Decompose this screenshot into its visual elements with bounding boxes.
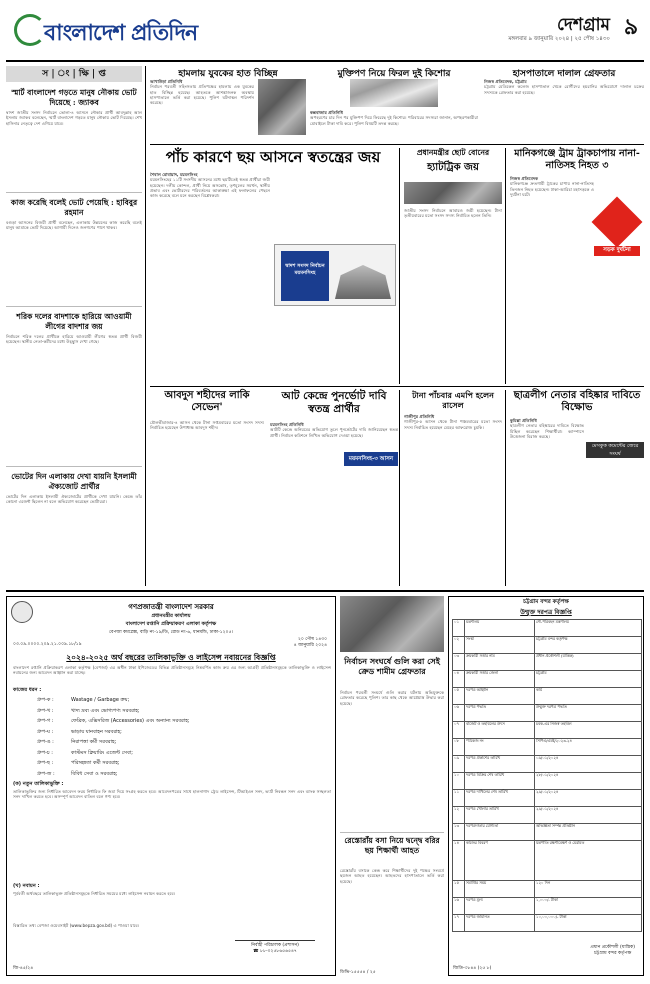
notice-intro: বাংলাদেশ রপ্তানি প্রক্রিয়াকরণ এলাকা কর্তৃপক্ষ (বেপজা) এর অধীন ঢাকা ইপিজেডের বিভিন্ন প্রতিষ্ঠানসমূহে নিম্নবর্ণিত কাজ ক্রয় এর জন্য আগ্রহী প্রতিষ্ঠানসমূহকে তালিকাভুক্তি ও লাইসেন্স নবায়নের জন্য আবেদন আহ্বান করা যাচ্ছে। [13,665,331,676]
table-cell: ০৩ [453,654,465,671]
ad-title: উন্মুক্ত দরপত্র বিজ্ঞপ্তি [520,609,572,616]
work-group-desc: ফেব্রিক, এক্সিসরিজ (Accessories) এবং অন্যান্য সরবরাহ; [71,718,190,724]
work-group-item [37,737,327,748]
table-cell: ০২ [453,637,465,654]
story-body [510,176,594,376]
lead-text: ময়মনসিংহের ১১টি সংসদীয় আসনের মধ্যে ছয়টিতেই স্বতন্ত্র প্রার্থীরা জয়ী হয়েছেন। দলীয় কোন্দল, প্রার্থী নিয়ে অসন্তোষ, তৃণমূলের সমর্থন, স্থানীয় প্রভাব এবং ভোটারদের পরিবর্তনের আকাঙ্ক্ষা এই ফলাফলের পেছনে কাজ করেছে বলে মনে করছেন বিশ্লেষকরা। [150,177,270,199]
lead-body-left [150,172,270,382]
signer-phone: ☎ ৮৮-০২৫৮৬৫৬৫৪৭ [253,949,297,954]
work-group-code: গ্রুপ-চ : [37,749,53,756]
work-group-item [37,695,327,706]
lead-story [150,148,396,384]
work-group-code: গ্রুপ-জ : [37,770,55,777]
work-group-desc: পরিচ্ছন্নতা কর্মী সরবরাহ; [71,760,120,766]
election-graphic [274,244,396,306]
table-cell: প্যাকেজ নং [465,739,535,756]
divider [6,306,142,307]
notice-gov: গণপ্রজাতন্ত্রী বাংলাদেশ সরকার [128,602,214,611]
table-cell: চবক-এর নিজস্ব তহবিল [535,722,642,739]
story-text: অপহরণের চার দিন পর মুক্তিপণ দিয়ে ফিরেছে দুই কিশোর। পরিবারের সদস্যরা জানান, অপহরণকারীরা মোবাইলে টাকা দাবি করে। পুলিশ বিষয়টি তদন্ত করছে। [310,115,478,126]
table-cell: ২৯/০১/২০২৪ [535,790,642,807]
story-box: ময়মনসিংহ-৩ আসন [344,452,398,466]
renew-text: পূর্ববর্তী অর্থবছরে তালিকাভুক্ত প্রতিষ্ঠানসমূহকে নির্ধারিত সময়ের মধ্যে লাইসেন্স নবায়ন করতে হবে। [13,891,176,896]
story-body [404,414,502,584]
table-cell: চট্টগ্রাম বন্দর কর্তৃপক্ষ [535,637,642,654]
sidebar-item [6,472,142,582]
work-group-desc: খাদ্য দ্রব্য এবং ভোগ্যপণ্য সরবরাহ; [71,707,140,714]
table-cell: চট্টগ্রাম [535,671,642,688]
table-cell: ১৫ [453,881,465,898]
table-row [453,671,642,688]
masthead [0,0,650,62]
signer-title: নির্বাহী পরিচালক (প্রশাসন) [251,943,299,948]
story-text: চট্টগ্রাম মেডিকেল কলেজ হাসপাতাল থেকে রোগীদের হয়রানির অভিযোগে দালাল চক্রের সদস্যকে গ্রেফতার করা হয়েছে। [484,84,644,95]
table-cell: সংস্থা [465,637,535,654]
table-row [453,705,642,722]
row-rule [150,386,644,387]
page-date: মঙ্গলবার ৯ জানুয়ারি ২০২৪ | ২৫ পৌষ ১৪৩০ [508,36,610,42]
notice-dept: বাংলাদেশ রপ্তানি প্রক্রিয়াকরণ এলাকা কর্তৃপক্ষ [125,621,217,627]
ad-signature [590,945,635,957]
work-group-desc: Wastage / Garbage ক্রয়; [71,697,130,703]
graphic-label: দ্বাদশ সংসদ নির্বাচন ময়মনসিংহ [281,251,329,301]
sidebar-item-title[interactable]: ভোটের দিন এলাকায় দেখা যায়নি ইসলামী ঐক্যজোট প্রার্থীর [11,472,137,491]
ad-code: জিডি-৩৮৪৪ (২৫ ৮) [453,966,492,971]
accident-badge [594,204,640,262]
sidebar-item-body: নির্বাচনে শরিক দলের প্রার্থীকে হারিয়ে আওয়ামী লীগের স্বতন্ত্র প্রার্থী বিজয়ী হয়েছেন। স্থানীয় নেতা-কর্মীদের মধ্যে উচ্ছ্বাস দেখা গেছে। [6,334,142,345]
logo-swirl-icon [14,14,46,46]
story-body [310,110,478,140]
lead-title[interactable]: পাঁচ কারণে ছয় আসনে স্বতন্ত্রের জয় [165,148,381,166]
story-chhatra-league [510,390,644,586]
warning-icon [592,197,643,248]
table-row [453,841,642,881]
story-body [150,79,254,141]
table-cell: ১০ [453,773,465,790]
table-cell: দরপত্রদাতার যোগ্যতা [465,824,535,841]
column-rule [505,148,506,384]
table-cell: সিপিএ/এমই/২০২৩-২৪ [535,739,642,756]
work-group-item [37,727,327,738]
table-cell: ২৯/০১/২০২৪ [535,807,642,824]
row-rule [150,144,644,145]
table-cell: ১২ [453,807,465,824]
notice-date-en: ৪ জানুয়ারি ২০২৪ [293,643,327,648]
table-row [453,620,642,637]
table-cell: ১,০০০/- টাকা [535,898,642,915]
table-cell: কাজের বিবরণ [465,841,535,881]
work-group-code: গ্রুপ-ক : [37,697,54,703]
story-body [510,418,584,582]
table-cell: ১১ [453,790,465,807]
mid-column [340,596,444,976]
table-cell: দরপত্র বিক্রির শেষ তারিখ [465,773,535,790]
work-group-code: গ্রুপ-ঘ : [37,728,54,735]
story-byline: নিজস্ব প্রতিবেদক, চট্টগ্রাম [484,79,527,84]
story-body: নির্বাচন পরবর্তী সংঘর্ষে গুলি করার ঘটনায় অভিযুক্তকে গ্রেফতার করেছে পুলিশ। তার কাছ থেকে আগ্নেয়াস্ত্র উদ্ধার করা হয়েছে। [340,690,444,706]
ad-office: চট্টগ্রাম বন্দর কর্তৃপক্ষ [523,599,569,605]
sidebar-header: স | ং | ক্ষি | প্ত [6,66,142,82]
table-row [453,807,642,824]
work-group-desc: ভাড়ায় যানবাহন সরবরাহ; [71,728,122,735]
work-group-desc: বিবিধ সেবা ও সরবরাহ; [71,770,118,777]
ad-code: ডিভি-১৫৫৫৪ / ২৫ [340,970,376,975]
sidebar-item-body: বগুড়া আসনের বিজয়ী প্রার্থী বলেছেন, এলাকায় উন্নয়নের কাজ করেছি বলেই মানুষ আমাকে ভোট দিয়েছে। আগামী দিনেও জনগণের পাশে থাকব। [6,220,142,231]
story-hand-severed [150,66,306,142]
table-cell: ১৬ [453,898,465,915]
notice-title: ২০২৪-২০২৫ অর্থ বছরের তালিকাভুক্তি ও লাইসেন্স নবায়নের বিজ্ঞপ্তি [66,653,276,662]
tender-table-wrapper [452,619,642,932]
sidebar-item-title[interactable]: স্মার্ট বাংলাদেশ গড়তে মানুষ নৌকায় ভোট দিয়েছে : জ্যাকব [11,88,137,107]
column-rule [399,390,400,586]
page-info [416,10,646,50]
work-group-code: গ্রুপ-ঙ : [37,739,54,745]
story-revote [270,390,398,586]
lead-text-right [274,172,396,242]
table-cell: ক্রয়কারী সত্তার নাম [465,654,535,671]
story-body: জাতীয় সংসদ নির্বাচনে আবারও জয়ী হয়েছেন। টানা তৃতীয়বারের মতো সংসদ সদস্য নির্বাচিত হলেন তিনি। [404,208,502,219]
table-row [453,824,642,841]
story-title[interactable]: হামলায় যুবকের হাত বিচ্ছিন্ন [178,69,278,79]
story-byline: কক্সবাজার প্রতিনিধি [310,110,343,115]
table-row [453,790,642,807]
renew-head: (খ) নবায়ন : [13,883,40,889]
port-tender-notice [448,596,644,976]
table-row [453,773,642,790]
story-title[interactable]: মানিকগঞ্জে ট্রাম ট্রাকচাপায় নানা-নাতিসহ নিহত ৩ [514,148,640,171]
story-body [270,422,398,582]
table-row [453,722,642,739]
work-group-list [37,695,327,779]
table-cell: ০৫ [453,688,465,705]
story-text: গাজীপুর-৫ আসন থেকে টানা পঞ্চমবারের মতো সংসদ সদস্য নির্বাচিত হয়েছেন মেহের আফরোজ চুমকি। [404,419,502,430]
notice-section-label: কাজের ধরন : [13,687,42,693]
table-cell: ০৮ [453,739,465,756]
story-ransom [310,66,478,142]
work-group-desc: নিরাপত্তা কর্মী সরবরাহ; [71,739,117,745]
sidebar-item-title[interactable]: শরিক দলের বাদশাকে হারিয়ে আওয়ামী লীগের বাদশার জয় [16,312,132,331]
table-cell: দরপত্র খোলার তারিখ [465,807,535,824]
accident-label: সড়ক দুর্ঘটনা [594,246,640,256]
table-cell: ০৯ [453,756,465,773]
work-group-item [37,769,327,780]
table-row [453,915,642,932]
story-five-time-mp [404,390,502,586]
notice-code: জি-৪৫/২৪ [13,966,34,971]
divider [6,466,142,467]
table-cell: ২৮/০১/২০২৪ [535,773,642,790]
table-cell: ১৩ [453,824,465,841]
table-row [453,881,642,898]
story-accident [510,148,644,384]
table-cell: ০৭ [453,722,465,739]
table-row [453,756,642,773]
page-number: ৯ [623,15,639,40]
story-title[interactable]: নির্বাচন সংঘর্ষে গুলি করা সেই ক্রেড শামীম গ্রেফতার [344,656,440,676]
newspaper-logo[interactable] [6,8,246,52]
story-title[interactable]: রেস্তোরাঁয় বসা নিয়ে দ্বন্দ্বে বরির ছয় শিক্ষার্থী আহত [344,836,440,855]
story-photo [350,79,438,107]
work-group-desc: কাস্টমস ক্লিয়ারিং এজেন্ট সেবা; [71,749,133,756]
table-cell: যন্ত্রপাতি রক্ষণাবেক্ষণ ও মেরামত [535,841,642,881]
story-byline: গাজীপুর প্রতিনিধি [404,414,435,419]
work-group-item [37,748,327,759]
table-cell: বাজেট ও তহবিলের উৎস [465,722,535,739]
table-cell: উন্মুক্ত দরপত্র পদ্ধতি [535,705,642,722]
story-hattrick [404,148,502,384]
table-cell: অভিজ্ঞতা সম্পন্ন প্রতিষ্ঠান [535,824,642,841]
story-body: মৌলভীবাজার-৪ আসন থেকে টানা সপ্তমবারের মতো সংসদ সদস্য নির্বাচিত হয়েছেন উপাধ্যক্ষ আবদুস শহীদ। [150,420,264,431]
story-byline: আখাউড়া প্রতিনিধি [150,79,183,84]
table-cell: দরপত্র দাখিলের শেষ তারিখ [465,790,535,807]
column-rule [505,390,506,586]
story-title[interactable]: হাসপাতালে দালাল গ্রেফতার [512,69,616,79]
divider [6,192,142,193]
sidebar-item [6,198,142,304]
table-cell: সমাপ্তির সময় [465,881,535,898]
story-title[interactable]: আবদুস শহীদের লাকি সেভেন' [164,390,250,413]
work-group-item [37,706,327,717]
sidebar-item-body: ভোটের দিন এলাকায় ইসলামী ঐক্যজোটের প্রার্থীকে দেখা যায়নি। কেন্দ্রে তাঁর কোনো এজেন্ট ছিলেন না বলে অভিযোগ করেছেন ভোটাররা। [6,494,142,505]
table-cell: দরপত্র পদ্ধতি [465,705,535,722]
table-cell: দরপত্র জামানত [465,915,535,932]
work-group-code: গ্রুপ-গ : [37,718,54,724]
sidebar-item [6,88,142,190]
notice-date [294,637,327,649]
table-cell: মন্ত্রণালয় [465,620,535,637]
table-cell: ১২০ দিন [535,881,642,898]
sidebar-item-title[interactable]: কাজ করেছি বলেই ভোট পেয়েছি : হাবিবুর রহমান [10,198,138,217]
parliament-icon [335,265,391,299]
ad-org: চট্টগ্রাম বন্দর কর্তৃপক্ষ [594,951,632,956]
table-cell: দরপত্র প্রকাশের তারিখ [465,756,535,773]
conditions-head: (ক) নতুন তালিকাভুক্তি : [13,781,64,787]
sidebar-item [6,312,142,454]
signature-scribble [235,931,315,941]
story-photo [404,182,502,204]
work-group-code: গ্রুপ-ছ : [37,760,54,766]
tender-table [452,619,642,932]
work-group-item [37,758,327,769]
table-cell: ক্রয়কারী সত্তার জেলা [465,671,535,688]
story-photo [340,596,444,652]
conditions-text: তালিকাভুক্তির জন্য নির্ধারিত আবেদন ফরম নির্ধারিত ফি জমা দিয়ে সংগ্রহ করতে হবে। আবেদনপত্রের সাথে হালনাগাদ ট্রেড লাইসেন্স, টিআইএন সনদ, ভ্যাট নিবন্ধন সনদ এবং ব্যাংক সচ্ছলতা সনদ দাখিল করতে হবে। অসম্পূর্ণ আবেদন বাতিল বলে গণ্য হবে। [13,789,331,800]
lead-byline: শৈবাল রোবায়াদ, ময়মনসিংহ [150,172,198,177]
sidebar-item-body: দ্বাদশ জাতীয় সংসদ নির্বাচনে ভোলা-৪ আসনে নৌকার প্রার্থী আবদুল্লাহ আল ইসলাম জ্যাকব বলেছেন, স্মার্ট বাংলাদেশ গড়তে মানুষ নৌকায় ভোট দিয়েছে। শেখ হাসিনার নেতৃত্বে দেশ এগিয়ে যাবে। [6,110,142,126]
notice-office: প্রধানমন্ত্রীর কার্যালয় [151,613,191,619]
ad-signer: প্রধান প্রকৌশলী (যান্ত্রিক) [590,945,635,950]
story-title[interactable]: টানা পাঁচবার এমপি হলেন রাসেল [412,390,494,410]
table-cell: ০৬ [453,705,465,722]
table-cell: দরপত্র আহ্বান [465,688,535,705]
bepza-logo-icon [11,601,33,623]
logo-text: বাংলাদেশ প্রতিদিন [44,20,198,46]
story-box: মেসকুক কমেন্টের জেরে সংঘর্ষ [586,442,644,458]
story-text: মানিকগঞ্জে দ্রুতগামী ট্রাকের চাপায় নানা-নাতিসহ তিনজন নিহত হয়েছেন। ঢাকা-আরিচা মহাসড়কে এ দুর্ঘটনা ঘটে। [510,181,594,197]
table-cell: ১৭ [453,915,465,932]
ads-rule [6,590,644,592]
divider [340,832,444,833]
table-cell: কার্য [535,688,642,705]
story-broker-arrest [484,66,644,142]
story-body [484,79,644,139]
table-row [453,637,642,654]
notice-ref: ০৩.০৯.০০০০.২০৯.২১.০০৯.১৮/১৯ [13,642,82,647]
page-section: দেশগ্রাম [557,15,610,35]
table-cell: ১০,০০,০০০/- টাকা [535,915,642,932]
story-text: আটটি কেন্দ্রে অনিয়মের অভিযোগ তুলে পুনর্ভোটের দাবি জানিয়েছেন স্বতন্ত্র প্রার্থী। নির্বাচন কমিশনে লিখিত অভিযোগ দেওয়া হয়েছে। [270,427,398,438]
story-photo [258,79,306,135]
story-title[interactable]: হ্যাটট্রিক জয় [427,162,479,173]
story-text: নির্বাচন পরবর্তী সহিংসতায় প্রতিপক্ষের হামলায় এক যুবকের হাত বিচ্ছিন্ন হয়েছে। আহতকে আশঙ্কাজনক অবস্থায় হাসপাতালে ভর্তি করা হয়েছে। পুলিশ ঘটনাস্থল পরিদর্শন করেছে। [150,84,254,106]
table-row [453,654,642,671]
website-note: বিস্তারিত তথ্য বেপজা ওয়েবসাইট (www.bepza.gov.bd) এ পাওয়া যাবে। [13,923,140,928]
work-group-code: গ্রুপ-খ : [37,707,54,714]
table-cell: ০১ [453,620,465,637]
story-title[interactable]: আট কেন্দ্রে পুনর্ভোট দাবি স্বতন্ত্র প্রার্থীর [281,390,387,415]
table-row [453,688,642,705]
story-title[interactable]: মুক্তিপণ নিয়ে ফিরল দুই কিশোর [337,69,451,79]
column-rule [145,66,146,586]
story-byline: ময়মনসিংহ প্রতিনিধি [270,422,304,427]
column-rule [399,148,400,384]
table-cell: ১৪ [453,841,465,881]
notice-date-bn: ২০ পৌষ ১৪৩০ [297,637,327,642]
story-text: ছাত্রলীগ নেতার বহিষ্কারের দাবিতে বিক্ষোভ মিছিল করেছেন শিক্ষার্থীরা। ক্যাম্পাসে উত্তেজনা বিরাজ করছে। [510,423,584,439]
signature-block [225,931,325,955]
table-cell: ০৯/০১/২০২৪ [535,756,642,773]
bepza-tender-notice [6,596,336,976]
table-cell: ০৪ [453,671,465,688]
table-cell: দরপত্র মূল্য [465,898,535,915]
table-cell: নৌ-পরিবহন মন্ত্রণালয় [535,620,642,637]
table-row [453,898,642,915]
brief-news-sidebar [6,66,142,586]
story-byline: নিজস্ব প্রতিবেদক [510,176,539,181]
work-group-item [37,716,327,727]
story-kicker: প্রধানমন্ত্রীর ছোট বোনের [416,148,490,157]
story-body: রেস্তোরাঁয় বসাকে কেন্দ্র করে শিক্ষার্থীদের দুই পক্ষের সংঘর্ষে ছয়জন আহত হয়েছেন। আহতদের হাসপাতালে ভর্তি করা হয়েছে। [340,868,444,884]
story-title[interactable]: ছাত্রলীগ নেতার বহিষ্কার দাবিতে বিক্ষোভ [513,390,641,413]
notice-address: বেপজা কমপ্লেক্স, বাড়ি নং-১৯/ডি, রোড নং-৬, ধানমন্ডি, ঢাকা-১২০৫। [108,630,233,635]
table-row [453,739,642,756]
story-lucky-seven [150,390,264,586]
story-byline: কুমিল্লা প্রতিনিধি [510,418,537,423]
masthead-rule [6,60,644,62]
table-cell: প্রধান প্রকৌশলী (যান্ত্রিক) [535,654,642,671]
